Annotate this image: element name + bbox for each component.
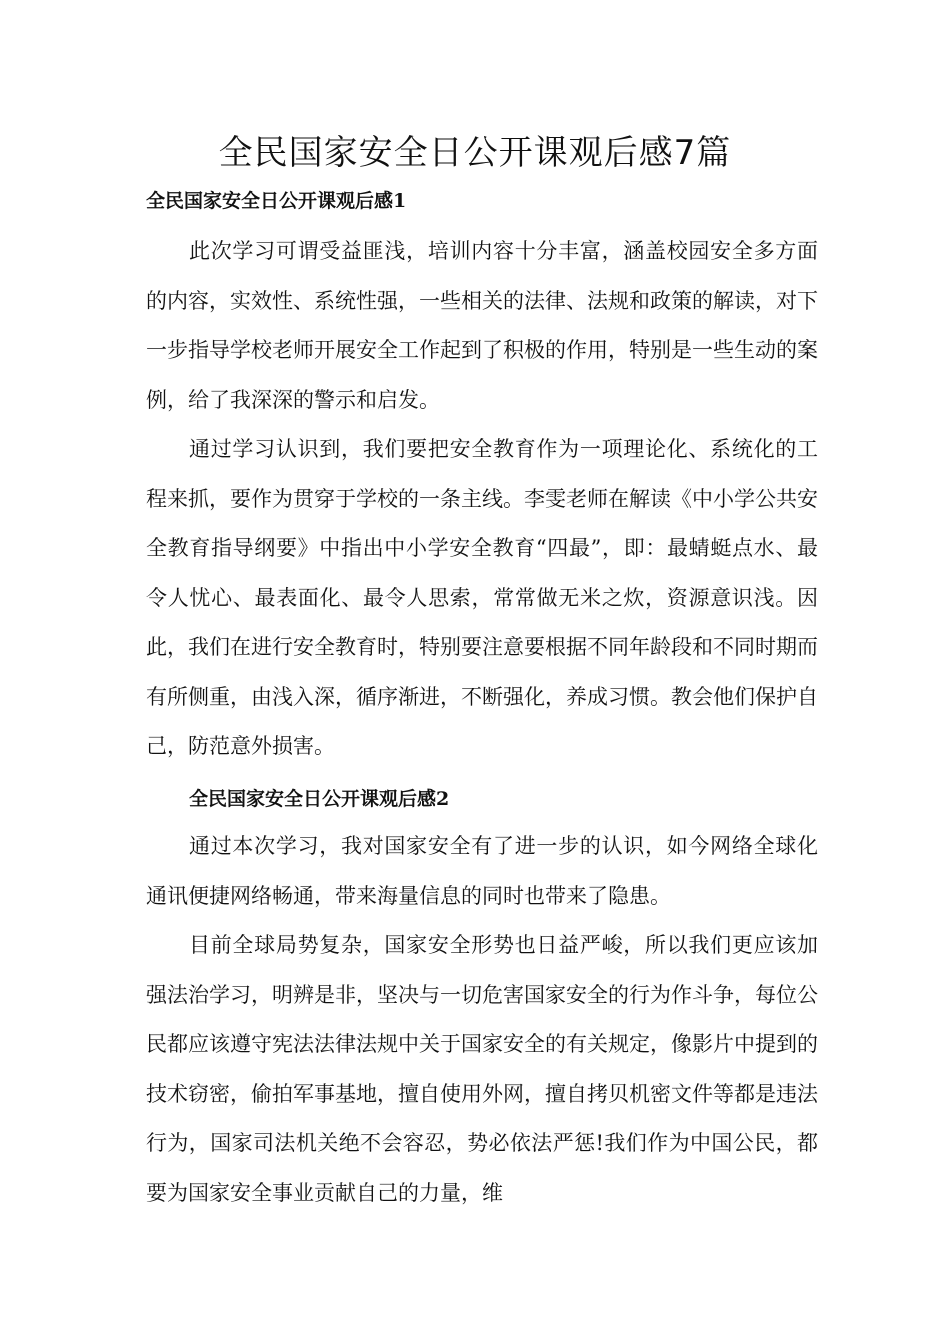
paragraph: 通过本次学习，我对国家安全有了进一步的认识，如今网络全球化通讯便捷网络畅通，带来海量信息的同时也带来了隐患。: [146, 834, 818, 908]
document-title: 全民国家安全日公开课观后感7篇: [218, 133, 732, 173]
paragraph: 此次学习可谓受益匪浅，培训内容十分丰富，涵盖校园安全多方面的内容，实效性、系统性强，一些相关的法律、法规和政策的解读，对下一步指导学校老师开展安全工作起到了积极的作用，特别是一些生动的案例，给了我深深的警示和启发。: [146, 239, 818, 412]
section-heading-2: 全民国家安全日公开课观后感2: [189, 788, 450, 810]
paragraph: 通过学习认识到，我们要把安全教育作为一项理论化、系统化的工程来抓，要作为贯穿于学校的一条主线。李雯老师在解读《中小学公共安全教育指导纲要》中指出中小学安全教育“四最”，即：最蜻蜓点水、最令人忧心、最表面化、最令人思索，常常做无米之炊，资源意识浅。因此，我们在进行安全教育时，特别要注意要根据不同年龄段和不同时期而有所侧重，由浅入深，循序渐进，不断强化，养成习惯。教会他们保护自己，防范意外损害。: [146, 437, 818, 758]
section-heading-1: 全民国家安全日公开课观后感1: [146, 190, 407, 212]
paragraph: 目前全球局势复杂，国家安全形势也日益严峻，所以我们更应该加强法治学习，明辨是非，坚决与一切危害国家安全的行为作斗争，每位公民都应该遵守宪法法律法规中关于国家安全的有关规定，像影片中提到的技术窃密，偷拍军事基地，擅自使用外网，擅自拷贝机密文件等都是违法行为，国家司法机关绝不会容忍，势必依法严惩!我们作为中国公民，都要为国家安全事业贡献自己的力量，维: [146, 933, 818, 1205]
